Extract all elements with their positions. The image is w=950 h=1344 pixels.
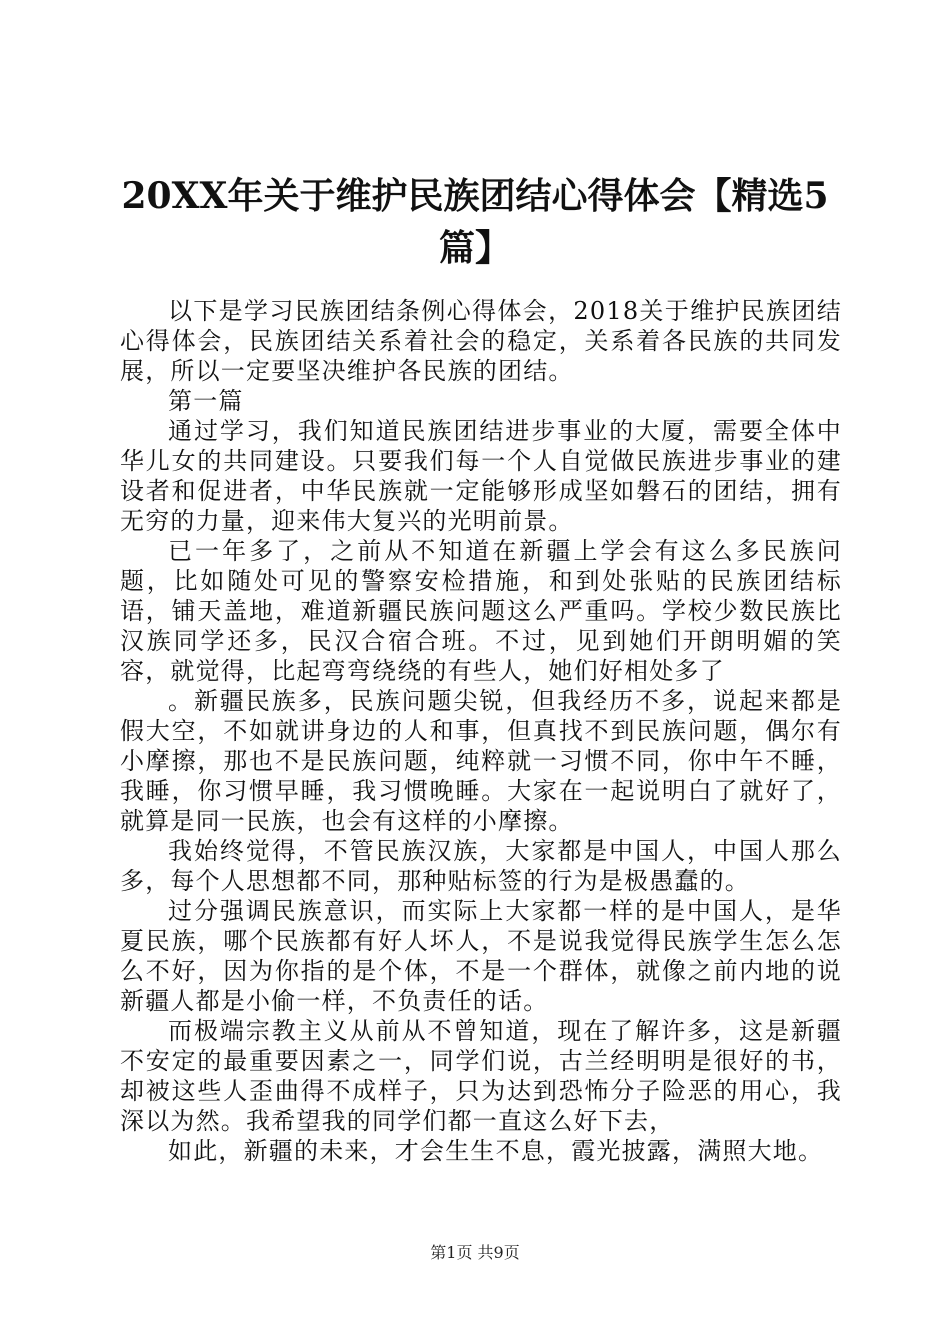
page-number-footer: 第1页 共9页 xyxy=(430,1243,520,1262)
body-paragraph: 而极端宗教主义从前从不曾知道，现在了解许多，这是新疆不安定的最重要因素之一，同学们说，古兰经明明是很好的书，却被这些人歪曲得不成样子，只为达到恐怖分子险恶的用心，我深以为然。我希望我的同学们都一直这么好下去， xyxy=(120,1017,842,1135)
body-paragraph: 过分强调民族意识，而实际上大家都一样的是中国人，是华夏民族，哪个民族都有好人坏人，不是说我觉得民族学生怎么怎么不好，因为你指的是个体，不是一个群体，就像之前内地的说新疆人都是小偷一样，不负责任的话。 xyxy=(120,897,842,1015)
body-paragraph: 。新疆民族多，民族问题尖锐，但我经历不多，说起来都是假大空，不如就讲身边的人和事，但真找不到民族问题，偶尔有小摩擦，那也不是民族问题，纯粹就一习惯不同，你中午不睡，我睡，你习惯早睡，我习惯晚睡。大家在一起说明白了就好了，就算是同一民族，也会有这样的小摩擦。 xyxy=(120,687,842,835)
body-paragraph: 如此，新疆的未来，才会生生不息，霞光披露，满照大地。 xyxy=(168,1137,824,1165)
body-paragraph: 已一年多了，之前从不知道在新疆上学会有这么多民族问题，比如随处可见的警察安检措施，和到处张贴的民族团结标语，铺天盖地，难道新疆民族问题这么严重吗。学校少数民族比汉族同学还多，民汉合宿合班。不过，见到她们开朗明媚的笑容，就觉得，比起弯弯绕绕的有些人，她们好相处多了 xyxy=(120,537,842,685)
section-heading: 第一篇 xyxy=(168,387,244,415)
document-title: 20XX年关于维护民族团结心得体会【精选5篇】 xyxy=(121,175,829,269)
body-paragraph: 通过学习，我们知道民族团结进步事业的大厦，需要全体中华儿女的共同建设。只要我们每一个人自觉做民族进步事业的建设者和促进者，中华民族就一定能够形成坚如磐石的团结，拥有无穷的力量，迎来伟大复兴的光明前景。 xyxy=(120,417,842,535)
document-body xyxy=(120,296,842,1166)
body-paragraph: 我始终觉得，不管民族汉族，大家都是中国人，中国人那么多，每个人思想都不同，那种贴标签的行为是极愚蠢的。 xyxy=(120,837,842,895)
intro-paragraph: 以下是学习民族团结条例心得体会，2018关于维护民族团结心得体会，民族团结关系着社会的稳定，关系着各民族的共同发展，所以一定要坚决维护各民族的团结。 xyxy=(120,297,842,385)
